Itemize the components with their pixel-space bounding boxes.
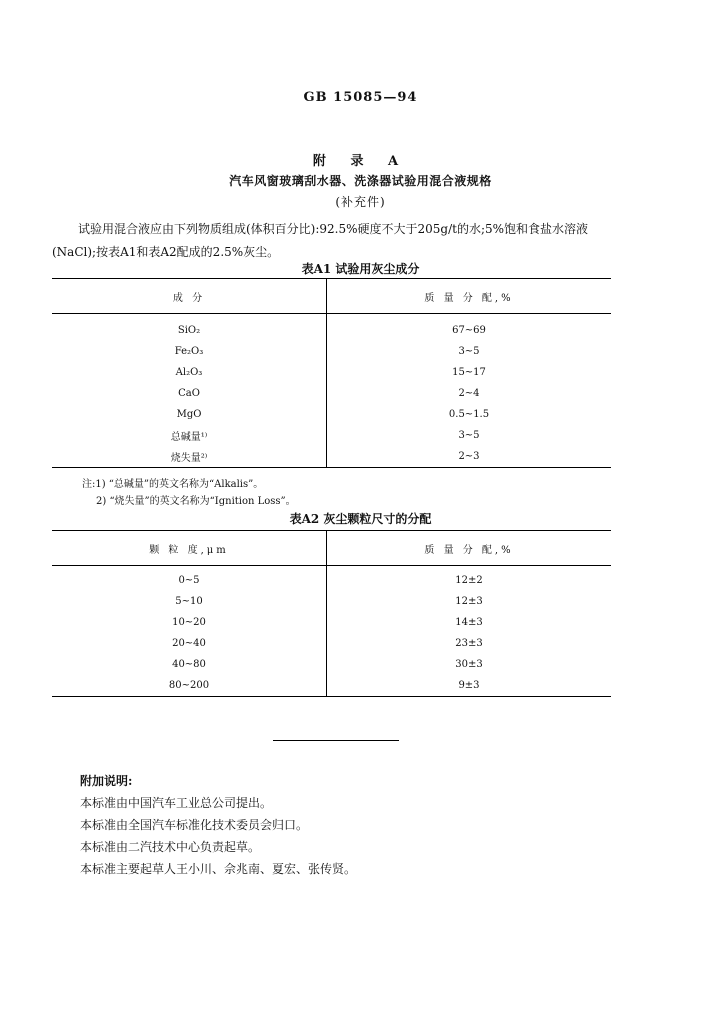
table1	[52, 278, 611, 468]
table-row	[52, 654, 611, 675]
table-cell: 2~3	[458, 451, 480, 462]
section-divider	[273, 740, 399, 741]
intro-paragraph: 试验用混合液应由下列物质组成(体积百分比):92.5%硬度不大于205g/t的水;5%饱和食盐水溶液(NaCl);按表A1和表A2配成的2.5%灰尘。	[52, 222, 589, 259]
additional-line: 本标准由全国汽车标准化技术委员会归口。	[80, 818, 309, 832]
table-cell: 20~40	[52, 633, 327, 654]
table1-caption: 表A1 试验用灰尘成分	[301, 262, 420, 276]
additional-line: 本标准由二汽技术中心负责起草。	[80, 840, 261, 854]
table-row	[52, 591, 611, 612]
table-cell: 12±3	[455, 596, 483, 607]
table-cell: 67~69	[452, 325, 486, 336]
table1-header-component: 成 分	[52, 279, 327, 314]
table-cell: 14±3	[455, 617, 483, 628]
table1-note-1: 注:1) “总碱量”的英文名称为“Alkalis”。	[82, 479, 264, 490]
table-cell: 15~17	[452, 367, 486, 378]
table-row	[52, 425, 611, 446]
table-cell: MgO	[52, 404, 327, 425]
table-row	[52, 570, 611, 591]
table-row	[52, 675, 611, 697]
table1-header-row	[52, 279, 611, 314]
table2	[52, 530, 611, 697]
table1-header-mass: 质 量 分 配,%	[327, 279, 612, 314]
additional-line: 本标准由中国汽车工业总公司提出。	[80, 796, 273, 810]
table-cell: Fe₂O₃	[52, 341, 327, 362]
table-cell: 5~10	[52, 591, 327, 612]
additional-line: 本标准主要起草人王小川、佘兆南、夏宏、张传贤。	[80, 862, 357, 876]
table-cell: 10~20	[52, 612, 327, 633]
table-row	[52, 320, 611, 341]
table-cell: 80~200	[52, 675, 327, 697]
table2-header-row	[52, 531, 611, 566]
table-cell: 3~5	[458, 346, 480, 357]
table-cell: CaO	[52, 383, 327, 404]
table-cell: 3~5	[458, 430, 480, 441]
table-cell: SiO₂	[52, 320, 327, 341]
table-cell: 23±3	[455, 638, 483, 649]
additional-heading: 附加说明:	[80, 774, 133, 788]
table-cell: 9±3	[458, 680, 480, 691]
table-row	[52, 362, 611, 383]
table-cell: 2~4	[458, 388, 480, 399]
document-header: GB 15085—94	[303, 90, 418, 105]
table-row	[52, 404, 611, 425]
appendix-title: 汽车风窗玻璃刮水器、洗涤器试验用混合液规格	[229, 174, 492, 188]
table-row	[52, 446, 611, 468]
table-row	[52, 612, 611, 633]
table-row	[52, 633, 611, 654]
table1-note-2: 2) “烧失量”的英文名称为“Ignition Loss”。	[96, 496, 296, 507]
table-cell: 0.5~1.5	[448, 409, 490, 420]
table-cell: 烧失量²⁾	[52, 446, 327, 468]
table2-header-size: 颗 粒 度,μm	[52, 531, 327, 566]
table-cell: 0~5	[52, 570, 327, 591]
table-cell: Al₂O₃	[52, 362, 327, 383]
appendix-subtitle: (补充件)	[335, 195, 386, 209]
table-cell: 12±2	[455, 575, 483, 586]
table-row	[52, 341, 611, 362]
table-cell: 30±3	[455, 659, 483, 670]
table-cell: 40~80	[52, 654, 327, 675]
appendix-label: 附 录 A	[312, 154, 409, 169]
table2-caption: 表A2 灰尘颗粒尺寸的分配	[289, 512, 432, 526]
table2-header-mass: 质 量 分 配,%	[327, 531, 612, 566]
table-row	[52, 383, 611, 404]
additional-notes	[80, 770, 356, 880]
table-cell: 总碱量¹⁾	[52, 425, 327, 446]
